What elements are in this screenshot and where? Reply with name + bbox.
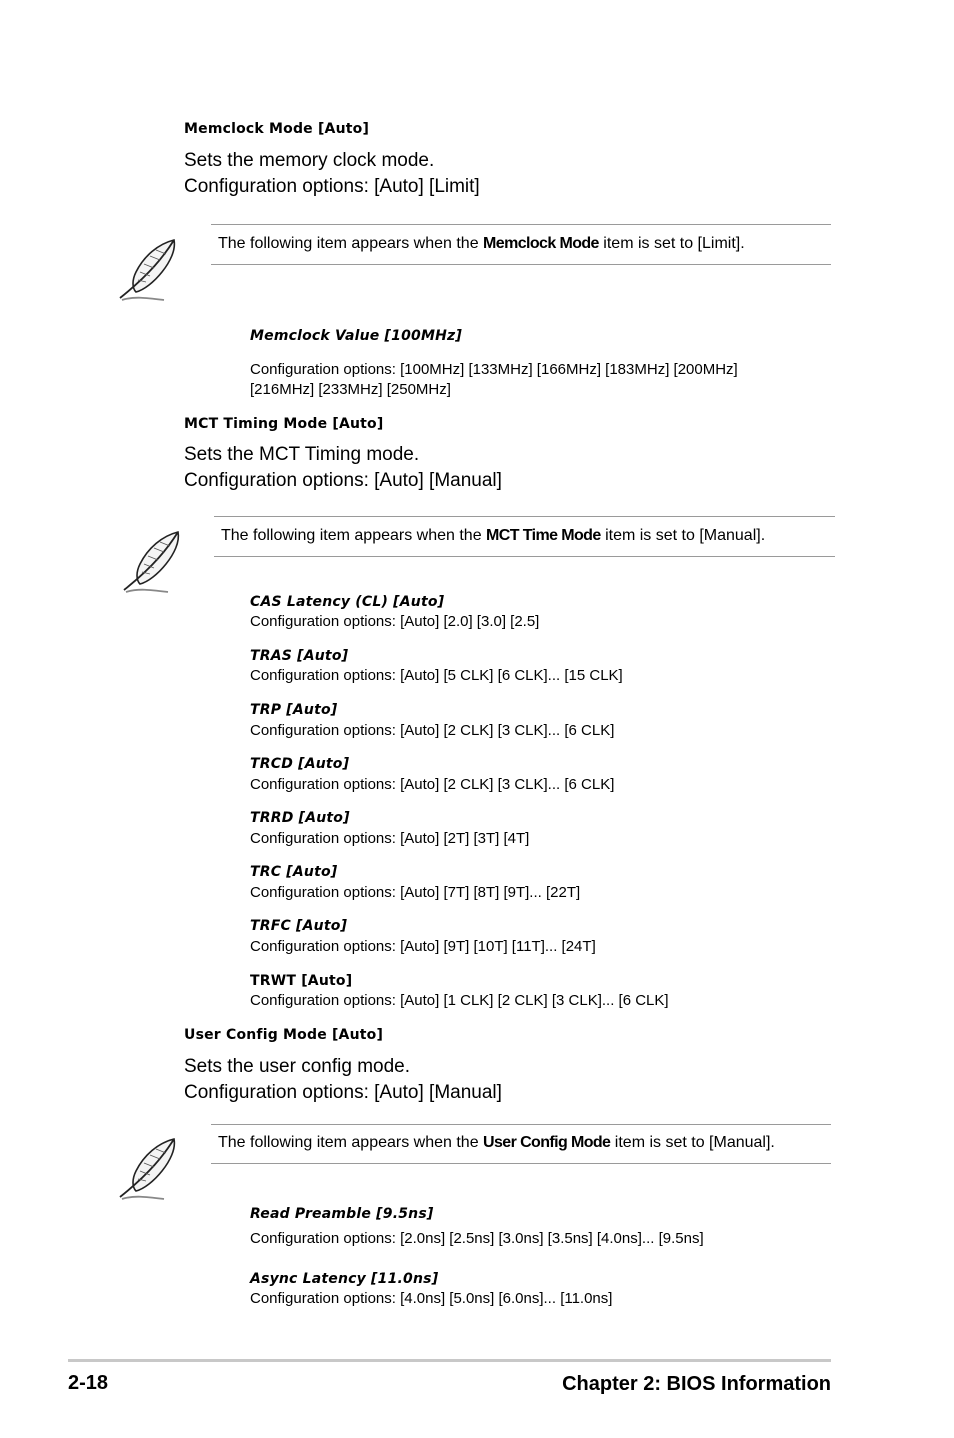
mct-timing-mode-desc: Sets the MCT Timing mode. bbox=[184, 444, 420, 465]
mct-item-options: Configuration options: [Auto] [7T] [8T] [9T]... [22T] bbox=[250, 884, 581, 901]
mct-item-options: Configuration options: [Auto] [2 CLK] [3 CLK]... [6 CLK] bbox=[250, 776, 615, 793]
user-config-mode-desc: Sets the user config mode. bbox=[184, 1056, 411, 1077]
mct-timing-mode-options: Configuration options: [Auto] [Manual] bbox=[184, 470, 502, 491]
note-divider-top bbox=[211, 224, 831, 225]
memclock-value-options-2: [216MHz] [233MHz] [250MHz] bbox=[250, 381, 451, 398]
memclock-note bbox=[218, 235, 745, 253]
note-divider-bottom bbox=[211, 1163, 831, 1164]
memclock-mode-heading: Memclock Mode [Auto] bbox=[184, 121, 370, 137]
note-divider-bottom bbox=[211, 264, 831, 265]
user-config-item-heading: Async Latency [11.0ns] bbox=[250, 1271, 439, 1287]
memclock-mode-options: Configuration options: [Auto] [Limit] bbox=[184, 176, 480, 197]
mct-item-options: Configuration options: [Auto] [2.0] [3.0] [2.5] bbox=[250, 613, 540, 630]
user-config-mode-options: Configuration options: [Auto] [Manual] bbox=[184, 1082, 502, 1103]
note-text-emphasis: MCT Time Mode bbox=[486, 527, 601, 544]
footer-divider bbox=[68, 1359, 831, 1362]
chapter-title: Chapter 2: BIOS Information bbox=[562, 1373, 831, 1395]
mct-item-heading: TRAS [Auto] bbox=[250, 648, 349, 664]
mct-timing-mode-heading: MCT Timing Mode [Auto] bbox=[184, 416, 384, 432]
mct-item-options: Configuration options: [Auto] [1 CLK] [2 CLK] [3 CLK]... [6 CLK] bbox=[250, 992, 669, 1009]
note-text-post: item is set to [Limit]. bbox=[598, 235, 745, 252]
memclock-value-options-1: Configuration options: [100MHz] [133MHz] [166MHz] [183MHz] [200MHz] bbox=[250, 361, 738, 378]
user-config-item-options: Configuration options: [2.0ns] [2.5ns] [3.0ns] [3.5ns] [4.0ns]... [9.5ns] bbox=[250, 1230, 704, 1247]
feather-quill-icon bbox=[114, 1133, 184, 1203]
page-number: 2-18 bbox=[68, 1372, 109, 1394]
mct-item-heading: TRCD [Auto] bbox=[250, 756, 350, 772]
note-text-pre: The following item appears when the bbox=[218, 1134, 484, 1151]
note-divider-top bbox=[211, 1124, 831, 1125]
mct-item-heading: TRWT [Auto] bbox=[250, 973, 353, 989]
mct-item-options: Configuration options: [Auto] [5 CLK] [6 CLK]... [15 CLK] bbox=[250, 667, 623, 684]
feather-quill-icon bbox=[114, 234, 184, 304]
mct-item-options: Configuration options: [Auto] [2T] [3T] [4T] bbox=[250, 830, 530, 847]
note-text-emphasis: User Config Mode bbox=[483, 1134, 611, 1151]
mct-item-options: Configuration options: [Auto] [9T] [10T] [11T]... [24T] bbox=[250, 938, 596, 955]
mct-note bbox=[221, 527, 765, 545]
mct-item-options: Configuration options: [Auto] [2 CLK] [3 CLK]... [6 CLK] bbox=[250, 722, 615, 739]
note-divider-bottom bbox=[214, 556, 835, 557]
mct-item-heading: TRRD [Auto] bbox=[250, 810, 350, 826]
memclock-value-heading: Memclock Value [100MHz] bbox=[250, 328, 462, 344]
note-text-emphasis: Memclock Mode bbox=[483, 235, 599, 252]
user-config-item-options: Configuration options: [4.0ns] [5.0ns] [6.0ns]... [11.0ns] bbox=[250, 1290, 613, 1307]
note-text-pre: The following item appears when the bbox=[221, 527, 487, 544]
mct-item-heading: TRFC [Auto] bbox=[250, 918, 348, 934]
mct-item-heading: TRP [Auto] bbox=[250, 702, 338, 718]
note-text-pre: The following item appears when the bbox=[218, 235, 484, 252]
user-config-note bbox=[218, 1134, 775, 1152]
feather-quill-icon bbox=[118, 526, 188, 596]
note-text-post: item is set to [Manual]. bbox=[610, 1134, 775, 1151]
mct-item-heading: TRC [Auto] bbox=[250, 864, 338, 880]
memclock-mode-desc: Sets the memory clock mode. bbox=[184, 150, 435, 171]
user-config-item-heading: Read Preamble [9.5ns] bbox=[250, 1206, 434, 1222]
note-divider-top bbox=[214, 516, 835, 517]
mct-item-heading: CAS Latency (CL) [Auto] bbox=[250, 594, 445, 610]
note-text-post: item is set to [Manual]. bbox=[600, 527, 766, 544]
user-config-mode-heading: User Config Mode [Auto] bbox=[184, 1027, 384, 1043]
